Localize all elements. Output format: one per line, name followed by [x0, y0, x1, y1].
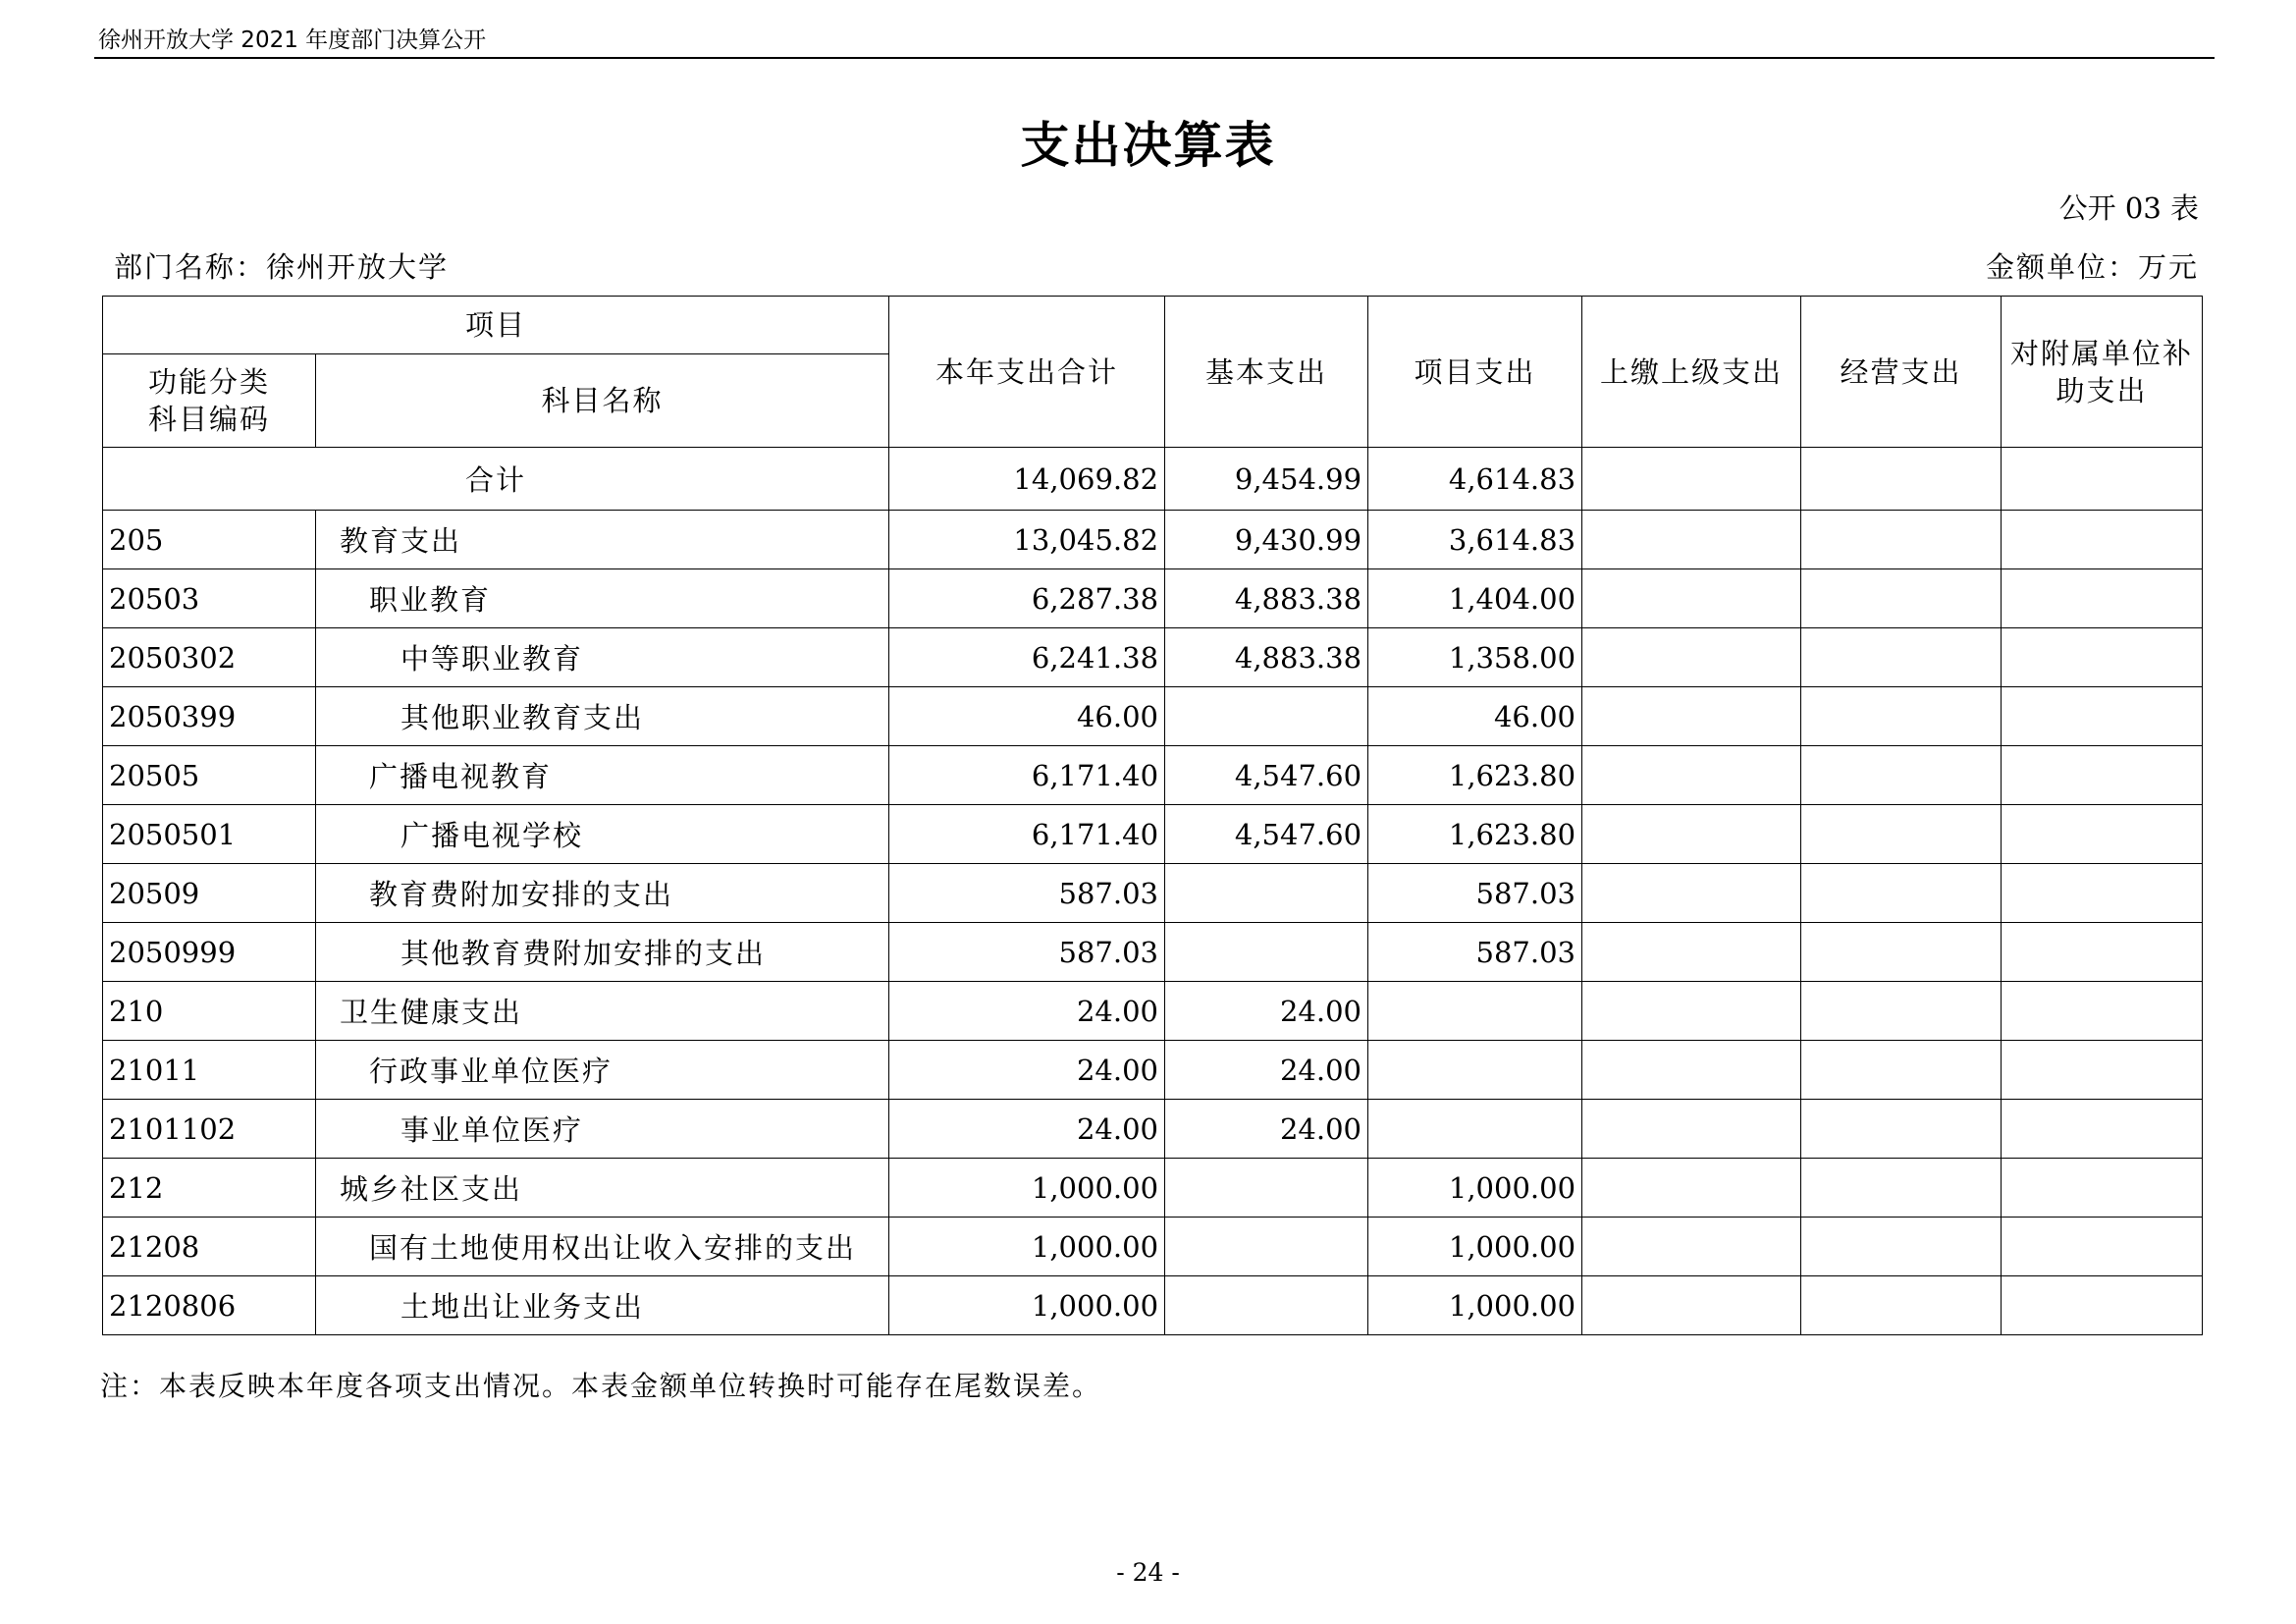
page-header-text: 徐州开放大学 2021 年度部门决算公开: [98, 27, 487, 53]
cell-total: 13,045.82: [889, 511, 1165, 569]
subject-name: 事业单位医疗: [316, 1100, 889, 1159]
col-header-name: 科目名称: [316, 354, 889, 448]
cell-total: 24.00: [889, 1100, 1165, 1159]
cell-business: [1801, 1159, 2002, 1218]
table-row: [103, 569, 2203, 628]
cell-project: 1,000.00: [1368, 1218, 1582, 1276]
cell-upper: [1582, 687, 1801, 746]
subject-code: 2050399: [103, 687, 316, 746]
table-row: [103, 1041, 2203, 1100]
subject-name: 国有土地使用权出让收入安排的支出: [316, 1218, 889, 1276]
cell-total: 6,241.38: [889, 628, 1165, 687]
cell-upper: [1582, 1041, 1801, 1100]
cell-project: [1368, 982, 1582, 1041]
col-header-project: 项目支出: [1368, 297, 1582, 448]
subject-code: 212: [103, 1159, 316, 1218]
cell-business: [1801, 569, 2002, 628]
cell-business: [1801, 1276, 2002, 1335]
subject-name: 城乡社区支出: [316, 1159, 889, 1218]
amount-unit: 金额单位：万元: [1985, 250, 2199, 284]
table-number: 公开 03 表: [2058, 191, 2199, 225]
cell-basic: 4,883.38: [1165, 628, 1368, 687]
subject-name: 中等职业教育: [316, 628, 889, 687]
cell-subsidy: [2002, 628, 2203, 687]
total-row: [103, 448, 2203, 511]
cell-business: [1801, 687, 2002, 746]
cell-upper: [1582, 864, 1801, 923]
cell-basic: 9,430.99: [1165, 511, 1368, 569]
cell-upper: [1582, 805, 1801, 864]
header-row-1: [103, 297, 2203, 354]
cell-basic: [1165, 923, 1368, 982]
cell-upper: [1582, 1100, 1801, 1159]
col-header-item: 项目: [103, 297, 889, 354]
col-header-business: 经营支出: [1801, 297, 2002, 448]
cell-basic: 24.00: [1165, 982, 1368, 1041]
cell-total: 1,000.00: [889, 1276, 1165, 1335]
subject-name: 行政事业单位医疗: [316, 1041, 889, 1100]
table-row: [103, 628, 2203, 687]
subject-code: 20505: [103, 746, 316, 805]
cell-subsidy: [2002, 923, 2203, 982]
cell-upper: [1582, 1276, 1801, 1335]
subject-name: 土地出让业务支出: [316, 1276, 889, 1335]
cell-total: 24.00: [889, 982, 1165, 1041]
cell-total: 6,171.40: [889, 746, 1165, 805]
cell-subsidy: [2002, 982, 2203, 1041]
cell-upper: [1582, 746, 1801, 805]
table-row: [103, 1276, 2203, 1335]
cell-project: 1,358.00: [1368, 628, 1582, 687]
cell-total: 24.00: [889, 1041, 1165, 1100]
table-row: [103, 746, 2203, 805]
table-row: [103, 982, 2203, 1041]
subject-code: 20509: [103, 864, 316, 923]
table-row: [103, 923, 2203, 982]
subject-name: 其他教育费附加安排的支出: [316, 923, 889, 982]
subject-name: 职业教育: [316, 569, 889, 628]
cell-basic: [1165, 1159, 1368, 1218]
cell-business: [1801, 1218, 2002, 1276]
cell-upper: [1582, 511, 1801, 569]
cell-upper: [1582, 923, 1801, 982]
cell-project: 46.00: [1368, 687, 1582, 746]
cell-basic: 24.00: [1165, 1100, 1368, 1159]
table-row: [103, 1159, 2203, 1218]
subject-code: 21208: [103, 1218, 316, 1276]
subject-code: 205: [103, 511, 316, 569]
cell-project: 1,000.00: [1368, 1159, 1582, 1218]
cell-project: 587.03: [1368, 864, 1582, 923]
subject-code: 20503: [103, 569, 316, 628]
table-note: 注：本表反映本年度各项支出情况。本表金额单位转换时可能存在尾数误差。: [100, 1370, 1102, 1402]
cell-business: [1801, 1041, 2002, 1100]
expenditure-table: [102, 296, 2203, 1335]
cell-project: [1368, 1100, 1582, 1159]
subject-name: 卫生健康支出: [316, 982, 889, 1041]
cell-upper: [1582, 1218, 1801, 1276]
subject-code: 210: [103, 982, 316, 1041]
department-name: 部门名称：徐州开放大学: [114, 250, 450, 284]
cell-business: [1801, 746, 2002, 805]
page-number: - 24 -: [1116, 1558, 1180, 1587]
table-row: [103, 864, 2203, 923]
cell-business: [1801, 864, 2002, 923]
total-cell-basic: 9,454.99: [1165, 448, 1368, 511]
table-row: [103, 687, 2203, 746]
cell-total: 1,000.00: [889, 1218, 1165, 1276]
cell-basic: 4,883.38: [1165, 569, 1368, 628]
table-row: [103, 511, 2203, 569]
col-header-subsidy: 对附属单位补 助支出: [2002, 297, 2203, 448]
cell-business: [1801, 1100, 2002, 1159]
cell-subsidy: [2002, 746, 2203, 805]
cell-project: 1,623.80: [1368, 805, 1582, 864]
subject-name: 广播电视教育: [316, 746, 889, 805]
cell-project: [1368, 1041, 1582, 1100]
cell-business: [1801, 628, 2002, 687]
cell-subsidy: [2002, 1041, 2203, 1100]
cell-total: 6,171.40: [889, 805, 1165, 864]
cell-business: [1801, 982, 2002, 1041]
subject-name: 其他职业教育支出: [316, 687, 889, 746]
col-header-upper: 上缴上级支出: [1582, 297, 1801, 448]
cell-business: [1801, 805, 2002, 864]
subject-code: 2120806: [103, 1276, 316, 1335]
cell-subsidy: [2002, 511, 2203, 569]
table-row: [103, 1100, 2203, 1159]
cell-total: 1,000.00: [889, 1159, 1165, 1218]
cell-subsidy: [2002, 687, 2203, 746]
subject-code: 2050501: [103, 805, 316, 864]
cell-subsidy: [2002, 1218, 2203, 1276]
cell-project: 1,623.80: [1368, 746, 1582, 805]
cell-project: 1,404.00: [1368, 569, 1582, 628]
subject-code: 2050999: [103, 923, 316, 982]
page-title: 支出决算表: [1020, 117, 1276, 174]
cell-total: 6,287.38: [889, 569, 1165, 628]
table-row: [103, 805, 2203, 864]
cell-upper: [1582, 569, 1801, 628]
cell-upper: [1582, 628, 1801, 687]
cell-total: 46.00: [889, 687, 1165, 746]
total-cell-business: [1801, 448, 2002, 511]
total-cell-total: 14,069.82: [889, 448, 1165, 511]
subject-name: 教育费附加安排的支出: [316, 864, 889, 923]
subject-name: 教育支出: [316, 511, 889, 569]
cell-subsidy: [2002, 864, 2203, 923]
page-header: [94, 22, 2215, 59]
cell-basic: 4,547.60: [1165, 805, 1368, 864]
cell-business: [1801, 923, 2002, 982]
cell-upper: [1582, 1159, 1801, 1218]
total-cell-upper: [1582, 448, 1801, 511]
cell-upper: [1582, 982, 1801, 1041]
col-header-total: 本年支出合计: [889, 297, 1165, 448]
cell-subsidy: [2002, 1159, 2203, 1218]
total-cell-project: 4,614.83: [1368, 448, 1582, 511]
cell-basic: 24.00: [1165, 1041, 1368, 1100]
col-header-basic: 基本支出: [1165, 297, 1368, 448]
cell-subsidy: [2002, 1100, 2203, 1159]
cell-basic: [1165, 1276, 1368, 1335]
cell-total: 587.03: [889, 923, 1165, 982]
cell-basic: 4,547.60: [1165, 746, 1368, 805]
subject-code: 2050302: [103, 628, 316, 687]
subject-code: 21011: [103, 1041, 316, 1100]
cell-project: 3,614.83: [1368, 511, 1582, 569]
cell-total: 587.03: [889, 864, 1165, 923]
cell-basic: [1165, 864, 1368, 923]
table-row: [103, 1218, 2203, 1276]
total-cell-subsidy: [2002, 448, 2203, 511]
total-label: 合计: [103, 448, 889, 511]
cell-subsidy: [2002, 569, 2203, 628]
cell-subsidy: [2002, 1276, 2203, 1335]
cell-project: 587.03: [1368, 923, 1582, 982]
cell-basic: [1165, 1218, 1368, 1276]
cell-basic: [1165, 687, 1368, 746]
col-header-code: 功能分类 科目编码: [103, 354, 316, 448]
cell-subsidy: [2002, 805, 2203, 864]
subject-code: 2101102: [103, 1100, 316, 1159]
cell-business: [1801, 511, 2002, 569]
cell-project: 1,000.00: [1368, 1276, 1582, 1335]
subject-name: 广播电视学校: [316, 805, 889, 864]
